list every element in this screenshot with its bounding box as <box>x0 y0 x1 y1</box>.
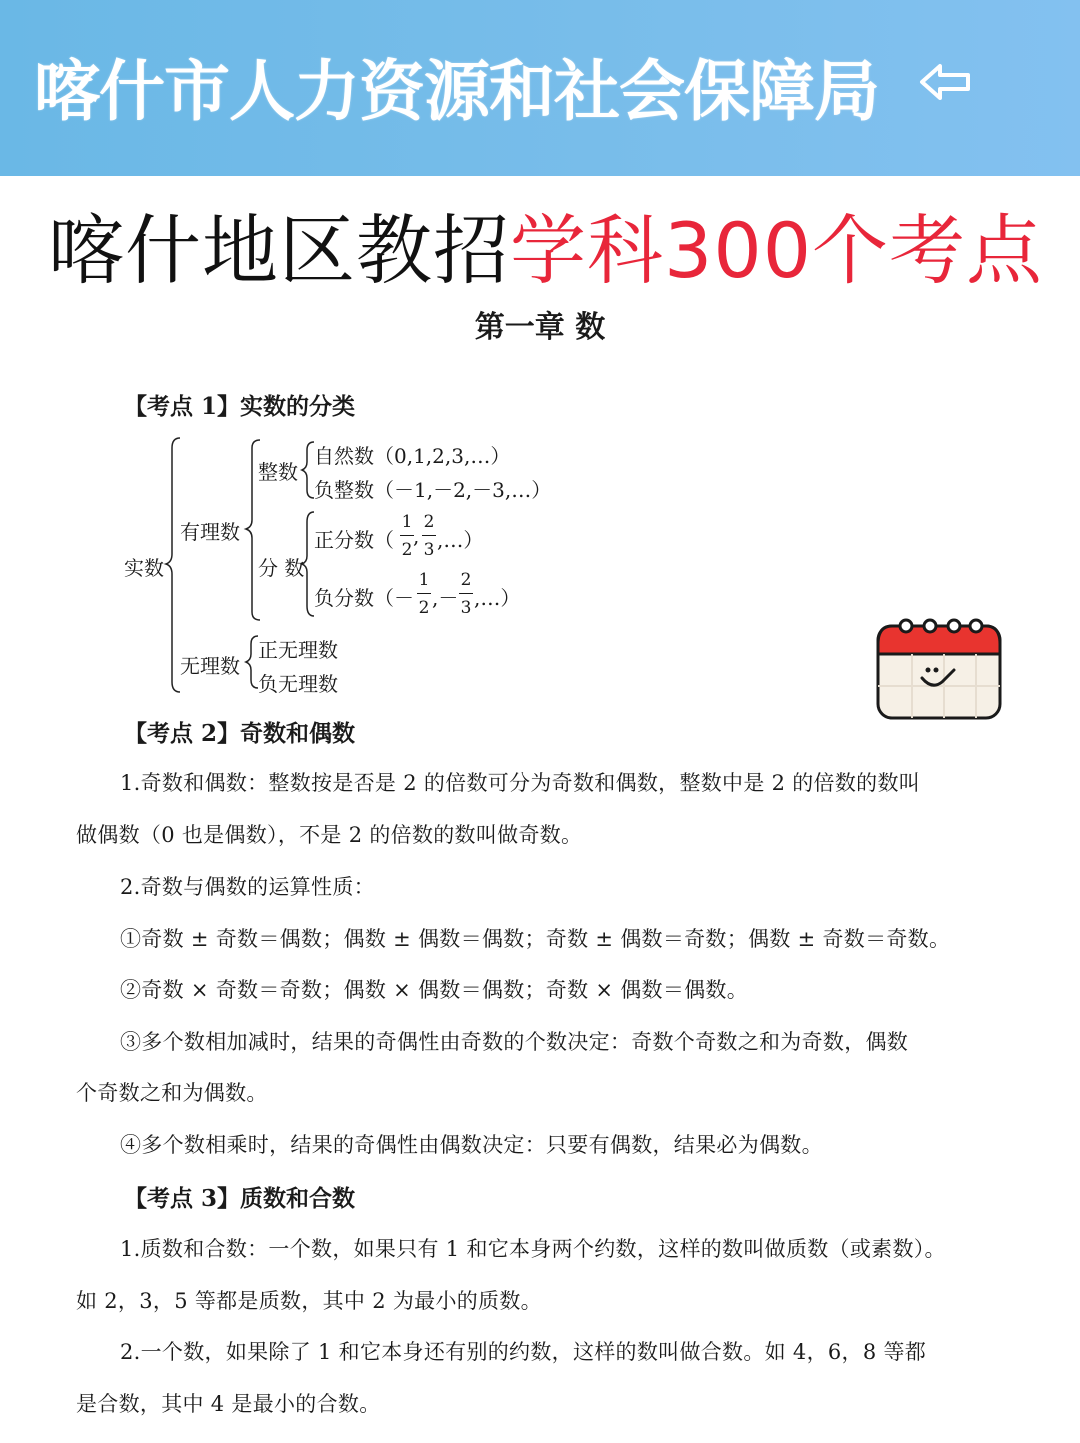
kaodian3-line: 是合数，其中 4 是最小的合数。 <box>76 1392 381 1416</box>
frac-den: 3 <box>460 598 472 618</box>
banner-title: 喀什市人力资源和社会保障局 <box>34 53 879 130</box>
frac-line <box>422 535 436 536</box>
tree-negfrac-tail: ,…） <box>474 586 521 610</box>
tree-negfrac-mid: ,－ <box>432 586 459 610</box>
kaodian2-line: 做偶数（0 也是偶数），不是 2 的倍数的数叫做奇数。 <box>76 823 583 847</box>
frac-num: 1 <box>418 570 430 590</box>
kaodian2-title: 【考点 2】奇数和偶数 <box>124 720 356 747</box>
tree-posirr: 正无理数 <box>258 638 338 662</box>
kaodian3-line: 2.一个数，如果除了 1 和它本身还有别的约数，这样的数叫做合数。如 4，6，8 等都 <box>120 1340 927 1364</box>
kaodian3-line: 如 2，3，5 等都是质数，其中 2 为最小的质数。 <box>76 1289 542 1313</box>
chapter-title: 第一章 数 <box>474 310 606 345</box>
tree-irrational: 无理数 <box>180 654 240 678</box>
kaodian2-line: ③多个数相加减时，结果的奇偶性由奇数的个数决定：奇数个奇数之和为奇数，偶数 <box>120 1030 909 1054</box>
kaodian2-line: 2.奇数与偶数的运算性质： <box>120 875 375 899</box>
tree-fraction: 分 数 <box>258 556 305 580</box>
headline-black: 喀什地区教招 <box>48 206 510 295</box>
headline <box>48 190 1043 299</box>
tree-negfrac-label: 负分数（－ <box>314 586 414 610</box>
header-banner <box>0 0 1080 176</box>
kaodian2-line: ④多个数相乘时，结果的奇偶性由偶数决定：只要有偶数，结果必为偶数。 <box>120 1133 823 1157</box>
frac-den: 3 <box>423 540 435 560</box>
calendar-smile-icon <box>872 614 1006 724</box>
tree-negirr: 负无理数 <box>258 672 338 696</box>
tree-root: 实数 <box>124 556 164 580</box>
headline-red: 学科300个考点 <box>510 206 1044 295</box>
kaodian3-title: 【考点 3】质数和合数 <box>124 1185 356 1212</box>
tree-integer: 整数 <box>258 460 298 484</box>
kaodian2-line: ①奇数 ± 奇数＝偶数；偶数 ± 偶数＝偶数；奇数 ± 偶数＝奇数；偶数 ± 奇数＝奇数。 <box>120 927 951 951</box>
frac-den: 2 <box>401 540 413 560</box>
frac-line <box>417 593 431 594</box>
kaodian2-line: ②奇数 × 奇数＝奇数；偶数 × 偶数＝偶数；奇数 × 偶数＝偶数。 <box>120 978 749 1002</box>
frac-num: 1 <box>401 512 413 532</box>
frac-line <box>459 593 473 594</box>
tree-natural: 自然数（0,1,2,3,…） <box>314 444 511 468</box>
back-arrow-icon[interactable] <box>918 60 974 104</box>
frac-den: 2 <box>418 598 430 618</box>
comma: , <box>413 524 420 548</box>
tree-negint: 负整数（－1,－2,－3,…） <box>314 478 552 502</box>
tree-rational: 有理数 <box>180 520 240 544</box>
frac-num: 2 <box>460 570 472 590</box>
kaodian1-title: 【考点 1】实数的分类 <box>124 393 356 420</box>
tree-posfrac-tail: ,…） <box>437 528 484 552</box>
tree-posfrac-label: 正分数（ <box>314 528 394 552</box>
kaodian2-line: 个奇数之和为偶数。 <box>76 1081 268 1105</box>
frac-line <box>400 535 414 536</box>
kaodian2-line: 1.奇数和偶数：整数按是否是 2 的倍数可分为奇数和偶数，整数中是 2 的倍数的数叫 <box>120 771 921 795</box>
kaodian3-line: 1.质数和合数：一个数，如果只有 1 和它本身两个约数，这样的数叫做质数（或素数）。 <box>120 1237 946 1261</box>
frac-num: 2 <box>423 512 435 532</box>
